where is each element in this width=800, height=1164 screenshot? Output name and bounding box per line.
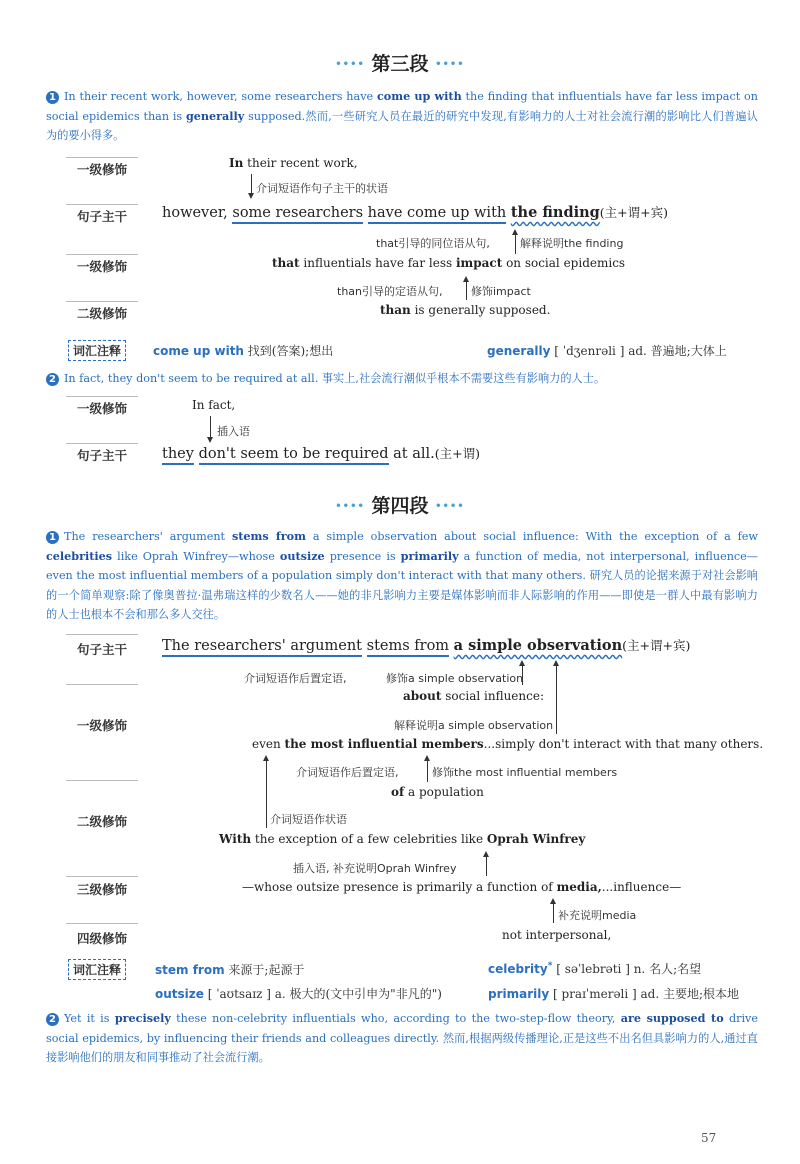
vocab-entry: stem from 来源于;起源于 [155,963,305,977]
modifier-text: In their recent work, [229,156,358,170]
sentence-number: 2 [46,1013,59,1026]
sentence-text: Yet it is precisely these non-celebrity influentials who, according to the two-step-flow theory, are supposed to drive social epidemics, by influencing their friends and colleagues directly. 然而,根据两级传播理论,正是这些不出名但具影响力的人,通过直接影响他们的朋友和同事推动了社会流行潮。 [46,1011,758,1064]
level-label: 句子主干 [76,209,127,224]
level-label: 一级修饰 [76,162,127,177]
vocab-entry: primarily [ praɪˈmerəli ] ad. 主要地;根本地 [488,987,740,1001]
section-4-title: •••• 第四段 •••• [335,495,465,517]
level-label: 四级修饰 [76,931,127,946]
grammar-note: 插入语, 补充说明Oprah Winfrey [293,862,457,875]
grammar-note: 介词短语作后置定语, [244,672,347,685]
modifier-text: With the exception of a few celebrities like Oprah Winfrey [219,832,586,846]
modifier-text: even the most influential members...simply don't interact with that many others. [252,737,764,751]
level-label: 一级修饰 [76,718,127,733]
grammar-note: 修饰a simple observation [386,672,524,685]
sentence-number: 1 [46,91,59,104]
level-label: 二级修饰 [76,306,127,321]
grammar-note: that引导的同位语从句, [376,237,490,250]
level-label: 一级修饰 [76,259,127,274]
grammar-note: 介词短语作句子主干的状语 [256,182,388,195]
level-label: 一级修饰 [76,401,127,416]
grammar-note: 插入语 [217,425,250,438]
grammar-note: 介词短语作状语 [270,813,347,826]
modifier-text: that influentials have far less impact on social epidemics [272,256,626,270]
grammar-note: 修饰the most influential members [432,766,618,779]
section-3-title: •••• 第三段 •••• [335,53,465,75]
sentence-text: In their recent work, however, some researchers have come up with the finding that influentials have far less impact on social epidemics than is generally supposed.然而,一些研究人员在最近的研究中发现,有影响力的人士对社会流行潮的影响比人们普遍认为的要小得多。 [46,89,758,142]
modifier-text: In fact, [192,398,236,412]
level-label: 二级修饰 [76,814,127,829]
sentence-text: In fact, they don't seem to be required at all. 事实上,社会流行潮似乎根本不需要这些有影响力的人士。 [64,372,606,385]
modifier-text: not interpersonal, [502,928,612,942]
vocab-label: 词汇注释 [68,340,126,361]
grammar-note: 介词短语作后置定语, [296,766,399,779]
sentence-trunk: however, some researchers have come up with the finding(主+谓+宾) [162,203,668,221]
page-number: 57 [701,1131,717,1145]
level-label: 句子主干 [76,448,127,463]
sentence-text: The researchers' argument stems from a simple observation about social influence: With the exception of a few celebrities like Oprah Winfrey—whose outsize presence is primarily a function of media, not interpersonal, influence—even the most influential members of a population simply don't interact with that many others. 研究人员的论据来源于对社会影响的一个简单观察:除了像奥普拉·温弗瑞这样的少数名人——她的非凡影响力主要是媒体影响而非人际影响的作用——即使是一群人中最有影响力的人士也根本不会和那么多人交往。 [46,529,758,621]
grammar-note: 解释说明the finding [520,237,624,250]
sentence-trunk: they don't seem to be required at all.(主+谓) [162,444,480,462]
grammar-note: 补充说明media [558,909,637,922]
sentence-trunk: The researchers' argument stems from a simple observation(主+谓+宾) [162,636,690,654]
level-label: 三级修饰 [76,882,127,897]
modifier-text: of a population [391,785,484,799]
sentence-number: 1 [46,531,59,544]
modifier-text: than is generally supposed. [380,303,551,317]
grammar-note: 解释说明a simple observation [394,719,554,732]
vocab-entry: come up with 找到(答案);想出 [153,344,334,358]
vocab-entry: outsize [ ˈaʊtsaɪz ] a. 极大的(文中引申为"非凡的") [155,987,442,1001]
grammar-note: than引导的定语从句, [337,285,443,298]
modifier-text: about social influence: [403,689,544,703]
sentence-number: 2 [46,373,59,386]
vocab-entry: celebrity* [ səˈlebrəti ] n. 名人;名望 [488,961,702,976]
grammar-note: 修饰impact [471,285,531,298]
vocab-label: 词汇注释 [68,959,126,980]
vocab-entry: generally [ ˈdʒenrəli ] ad. 普遍地;大体上 [487,344,727,358]
level-label: 句子主干 [76,642,127,657]
modifier-text: —whose outsize presence is primarily a function of media,...influence— [242,880,682,894]
